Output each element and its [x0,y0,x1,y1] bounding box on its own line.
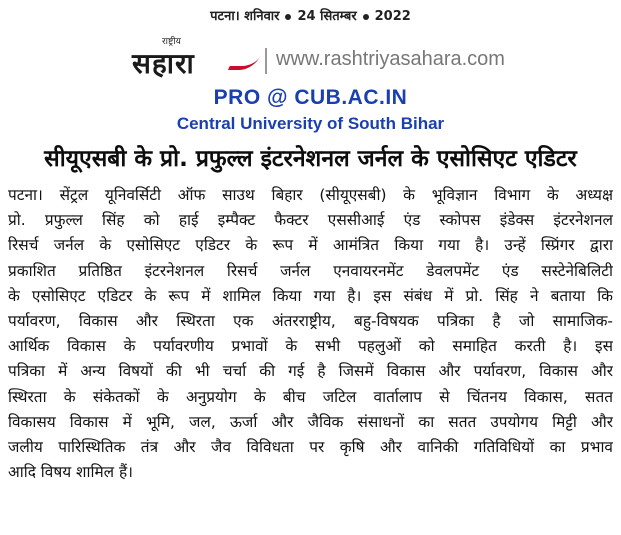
newspaper-logo: सहारा [132,47,195,80]
dateline-year: 2022 [374,9,411,24]
dateline-separator [363,14,369,20]
article-line: प्रकाशित प्रतिष्ठित इंटरनेशनल रिसर्च जर्नल एनवायरनमेंट डेवलपमेंट एंड सस्टेनेबिलिटी [8,261,613,280]
article-line: के एसोसिएट एडिटर के रूप में शामिल किया गया है। इस संबंध में प्रो. सिंह ने बताया कि [8,286,613,305]
article-headline: सीयूएसबी के प्रो. प्रफुल्ल इंटरनेशनल जर्नल के एसोसिएट एडिटर [44,146,577,172]
article-line: विकासय विकास में भूमि, जल, ऊर्जा और जैविक संसाधनों का सतत उपयोगय मिट्टी और [8,412,613,431]
logo-small-text: राष्ट्रीय [162,37,181,47]
article-body [8,183,613,485]
article-line: पटना। सेंट्रल यूनिवर्सिटी ऑफ साउथ बिहार (सीयूएसबी) के भूविज्ञान विभाग के अध्यक्ष [8,186,613,204]
masthead-divider [265,48,267,74]
pro-email-line: PRO @ CUB.AC.IN [213,86,408,109]
website-url: www.rashtriyasahara.com [276,48,505,70]
article-line: जलीय पारिस्थितिक तंत्र और जैव विविधता पर कृषि और वानिकी गतिविधियों का प्रभाव [8,438,613,457]
university-name: Central University of South Bihar [176,114,445,133]
newspaper-masthead [128,38,548,78]
article-line: रिसर्च जर्नल के एसोसिएट एडिटर के रूप में आमंत्रित किया गया है। उन्हें स्प्रिंगर द्वारा [8,236,613,255]
dateline-separator [285,14,291,20]
article-line: आर्थिक विकास के पर्यावरणीय प्रभावों के सभी पहलुओं को समाहित करती है। इस [8,337,613,356]
article-line: आदि विषय शामिल हैं। [8,463,134,482]
logo-swoosh-icon [228,52,262,70]
article-line: प्रो. प्रफुल्ल सिंह को हाई इम्पैक्ट फैक्टर एससीआई एंड स्कोपस इंडेक्स इंटरनेशनल [8,211,613,230]
article-line: पत्रिका में अन्य विषयों की भी चर्चा की गई है जिसमें विकास और पर्यावरण, विकास और [8,362,613,381]
dateline-date: 24 सितम्बर [297,9,357,24]
article-line: स्थिरता के संकेतकों के अनुप्रयोग के बीच जटिल वार्तालाप से चिंतनय विकास, सतत [8,387,613,406]
dateline-city-day: पटना। शनिवार [210,9,280,24]
article-line: पर्यावरण, विकास और स्थिरता एक अंतरराष्ट्रीय, बहु-विषयक पत्रिका है जो सामाजिक- [8,312,613,331]
dateline [0,6,621,24]
